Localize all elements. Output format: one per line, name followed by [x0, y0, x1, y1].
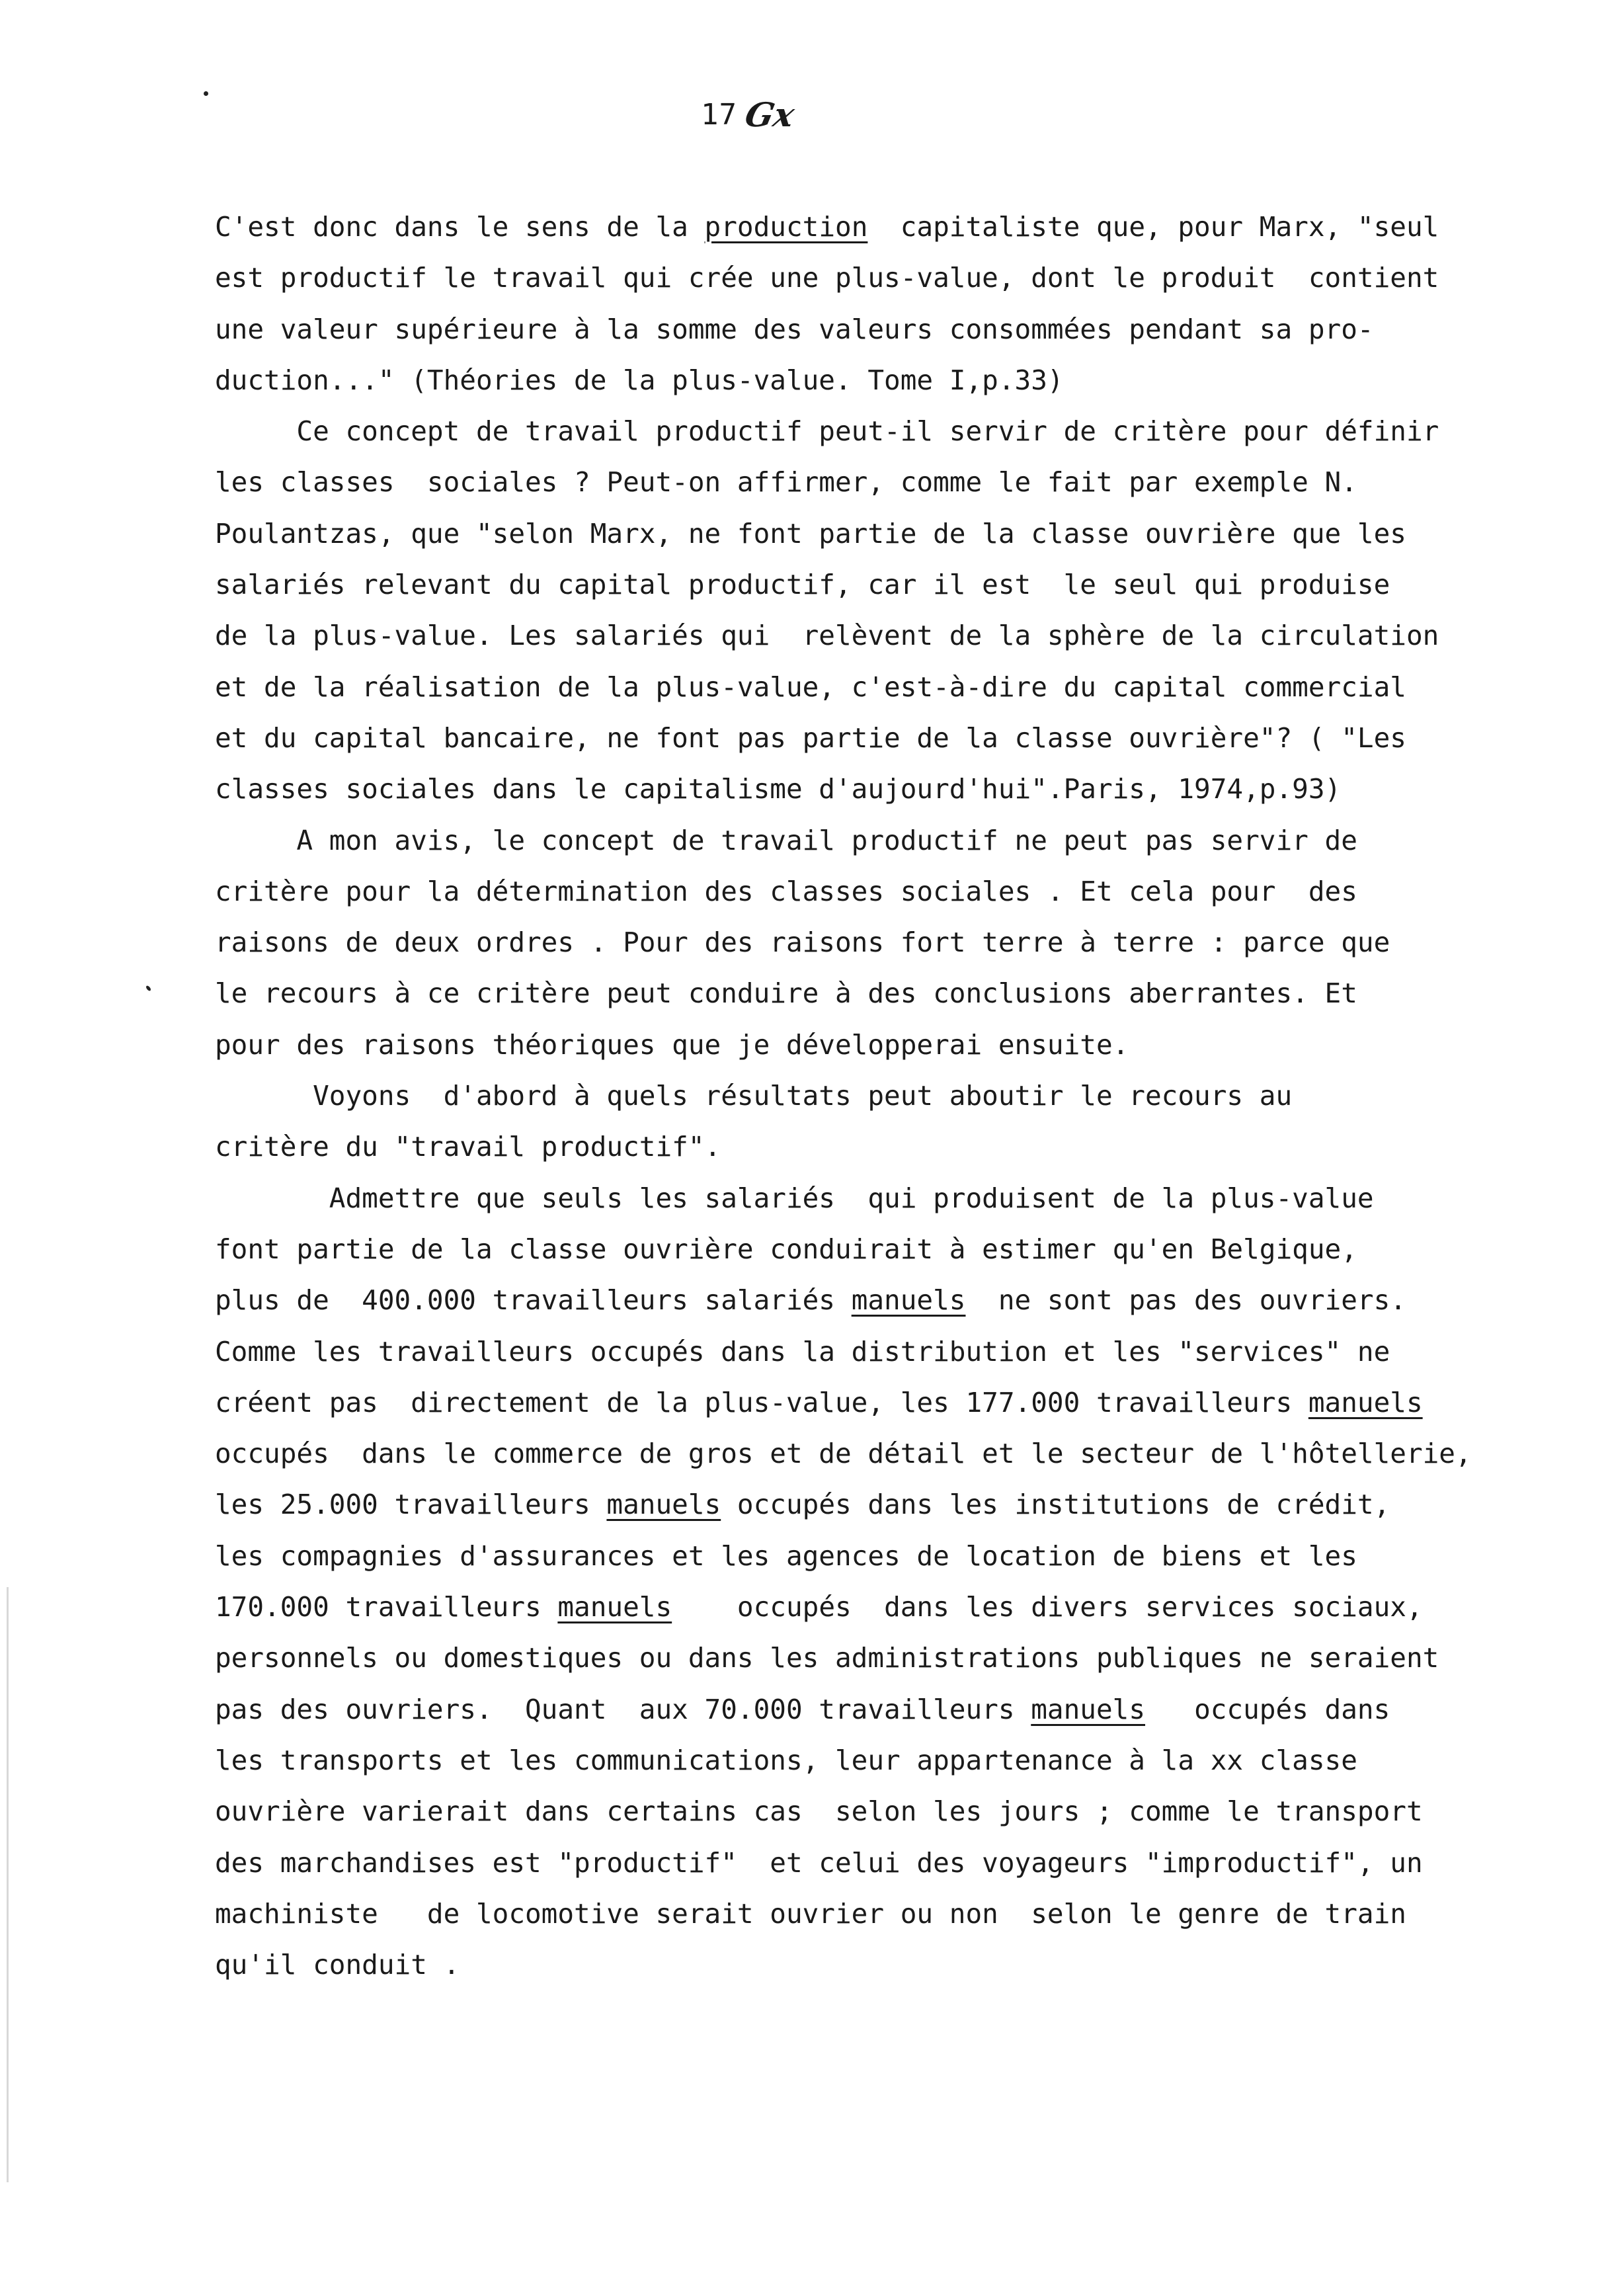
text-run: Poulantzas, que "selon Marx, ne font partie de la classe ouvrière que les	[215, 517, 1406, 550]
text-run: occupés dans les institutions de crédit,	[721, 1489, 1390, 1521]
text-line	[215, 1071, 1584, 1122]
text-run: duction..." (Théories de la plus-value. Tome I,p.33)	[215, 364, 1064, 396]
text-line	[215, 355, 1584, 406]
text-line	[215, 1582, 1584, 1633]
text-line	[215, 1531, 1584, 1582]
text-run: raisons de deux ordres . Pour des raisons fort terre à terre : parce que	[215, 926, 1390, 959]
text-run: de la plus-value. Les salariés qui relèvent de la sphère de la circulation	[215, 620, 1439, 652]
text-run: qu'il conduit .	[215, 1949, 460, 1981]
text-run: critère pour la détermination des classes sociales . Et cela pour des	[215, 875, 1357, 907]
underlined-text: manuels	[1031, 1693, 1146, 1725]
text-run: ne sont pas des ouvriers.	[965, 1284, 1406, 1317]
text-line	[215, 713, 1584, 764]
text-run: les compagnies d'assurances et les agences de location de biens et les	[215, 1539, 1357, 1572]
text-run: ouvrière varierait dans certains cas selon les jours ; comme le transport	[215, 1795, 1423, 1828]
text-line	[215, 1684, 1584, 1735]
text-run: occupés dans les divers services sociaux,	[672, 1591, 1423, 1623]
text-line	[215, 1889, 1584, 1940]
text-line	[215, 1633, 1584, 1684]
paragraph	[215, 1071, 1584, 1173]
paragraph	[215, 1173, 1584, 1991]
text-run: capitaliste que, pour Marx, "seul	[867, 211, 1439, 243]
text-run: classes sociales dans le capitalisme d'aujourd'hui".Paris, 1974,p.93)	[215, 773, 1342, 805]
text-run: est productif le travail qui crée une plus-value, dont le produit contient	[215, 262, 1439, 294]
text-run: pas des ouvriers. Quant aux 70.000 travailleurs	[215, 1693, 1031, 1725]
text-run: les classes sociales ? Peut-on affirmer, comme le fait par exemple N.	[215, 466, 1357, 499]
text-line	[215, 1377, 1584, 1428]
text-run: créent pas directement de la plus-value, les 177.000 travailleurs	[215, 1386, 1308, 1418]
text-run: machiniste de locomotive serait ouvrier ou non selon le genre de train	[215, 1897, 1406, 1930]
scan-speck	[145, 985, 152, 991]
scan-margin-line	[7, 1587, 9, 2182]
page-number: 17	[701, 98, 737, 132]
text-run: Admettre que seuls les salariés qui produisent de la plus-value	[215, 1182, 1374, 1214]
text-run: A mon avis, le concept de travail productif ne peut pas servir de	[215, 824, 1357, 856]
text-run: occupés dans	[1145, 1693, 1390, 1725]
text-run: personnels ou domestiques ou dans les administrations publiques ne seraient	[215, 1642, 1439, 1674]
text-line	[215, 1735, 1584, 1786]
text-line	[215, 202, 1584, 253]
text-run: pour des raisons théoriques que je développerai ensuite.	[215, 1028, 1129, 1061]
underlined-text: manuels	[1308, 1386, 1423, 1418]
text-line	[215, 1327, 1584, 1377]
text-line	[215, 1940, 1584, 1990]
text-run: plus de 400.000 travailleurs salariés	[215, 1284, 852, 1317]
text-run: critère du "travail productif".	[215, 1131, 721, 1163]
underlined-text: production	[704, 211, 868, 243]
text-line	[215, 866, 1584, 917]
text-line	[215, 1224, 1584, 1275]
text-line	[215, 559, 1584, 610]
text-run: occupés dans le commerce de gros et de détail et le secteur de l'hôtellerie,	[215, 1438, 1472, 1470]
text-line	[215, 304, 1584, 355]
text-line	[215, 1479, 1584, 1530]
text-line	[215, 1275, 1584, 1326]
text-line	[215, 1020, 1584, 1071]
text-line	[215, 968, 1584, 1019]
text-line	[215, 1428, 1584, 1479]
text-line	[215, 610, 1584, 661]
text-line	[215, 815, 1584, 866]
text-run: salariés relevant du capital productif, car il est le seul qui produise	[215, 569, 1390, 601]
text-line	[215, 253, 1584, 304]
text-line	[215, 1838, 1584, 1889]
text-line	[215, 457, 1584, 508]
underlined-text: manuels	[606, 1489, 721, 1521]
text-line	[215, 1173, 1584, 1224]
text-line	[215, 1122, 1584, 1172]
text-line	[215, 662, 1584, 713]
text-run: les 25.000 travailleurs	[215, 1489, 607, 1521]
text-run: font partie de la classe ouvrière conduirait à estimer qu'en Belgique,	[215, 1233, 1357, 1265]
text-run: les transports et les communications, leur appartenance à la xx classe	[215, 1744, 1357, 1776]
text-run: et du capital bancaire, ne font pas partie de la classe ouvrière"? ( "Les	[215, 721, 1406, 754]
document-body	[215, 202, 1584, 1990]
underlined-text: manuels	[557, 1591, 672, 1623]
text-run: et de la réalisation de la plus-value, c'est-à-dire du capital commercial	[215, 671, 1406, 703]
text-line	[215, 1786, 1584, 1837]
paragraph	[215, 406, 1584, 815]
text-line	[215, 764, 1584, 815]
text-line	[215, 406, 1584, 457]
paragraph	[215, 202, 1584, 406]
text-run: une valeur supérieure à la somme des valeurs consommées pendant sa pro-	[215, 313, 1374, 345]
text-run: des marchandises est "productif" et celui des voyageurs "improductif", un	[215, 1846, 1423, 1879]
text-line	[215, 509, 1584, 559]
underlined-text: manuels	[851, 1284, 966, 1317]
text-run: Ce concept de travail productif peut-il servir de critère pour définir	[215, 415, 1439, 448]
text-run: 170.000 travailleurs	[215, 1591, 558, 1623]
text-run: Voyons d'abord à quels résultats peut aboutir le recours au	[215, 1080, 1293, 1112]
text-run: C'est donc dans le sens de la	[215, 211, 705, 243]
scan-speck	[204, 91, 208, 96]
text-run: le recours à ce critère peut conduire à des conclusions aberrantes. Et	[215, 977, 1357, 1010]
paragraph	[215, 815, 1584, 1071]
page-handwritten-mark: Gx	[741, 95, 798, 134]
text-line	[215, 917, 1584, 968]
text-run: Comme les travailleurs occupés dans la distribution et les "services" ne	[215, 1335, 1390, 1368]
